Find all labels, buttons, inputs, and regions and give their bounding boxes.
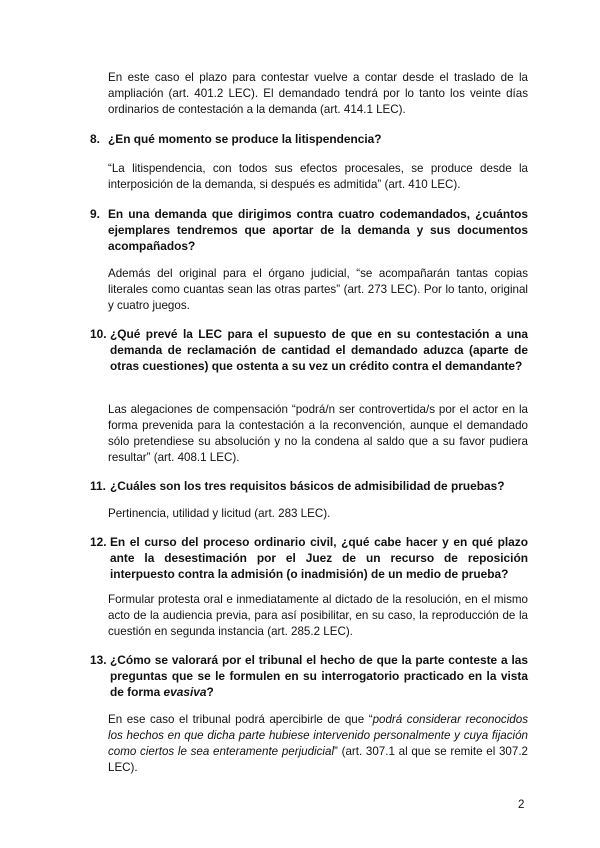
- question-text: ¿En qué momento se produce la litispendencia?: [108, 132, 382, 146]
- question-text-part: ¿Cómo se valorará por el tribunal el hecho de que la parte conteste a las preguntas que se le formulen en su interrogatorio practicado en la vista de forma: [110, 653, 528, 699]
- question-emphasis: evasiva: [163, 685, 207, 699]
- intro-paragraph: En este caso el plazo para contestar vuelve a contar desde el traslado de la ampliación (art. 401.2 LEC). El demandado tendrá por lo tanto los veinte días ordinarios de contestación a la demanda (art. 414.1 LEC).: [108, 71, 528, 116]
- question-number: 13.: [90, 653, 107, 667]
- answer-12: Formular protesta oral e inmediatamente al dictado de la resolución, en el mismo acto de la audiencia previa, para así posibilitar, en su caso, la reproducción de la cuestión en segunda instancia (art. 285.2 LEC).: [108, 593, 528, 638]
- question-8: [90, 131, 528, 147]
- question-10: [90, 326, 528, 374]
- question-11: [90, 478, 528, 494]
- answer-9: Además del original para el órgano judicial, “se acompañarán tantas copias literales como cuantas sean las otras partes” (art. 273 LEC). Por lo tanto, original y cuatro juegos.: [108, 267, 528, 312]
- answer-11: Pertinencia, utilidad y licitud (art. 283 LEC).: [108, 507, 331, 520]
- question-12: [90, 534, 528, 582]
- question-text: [90, 652, 528, 700]
- question-text-part: ?: [206, 685, 214, 699]
- answer-8: “La litispendencia, con todos sus efectos procesales, se produce desde la interposición de la demanda, si después es admitida” (art. 410 LEC).: [108, 162, 528, 191]
- question-text: En una demanda que dirigimos contra cuatro codemandados, ¿cuántos ejemplares tendremos que aportar de la demanda y sus documentos acompañados?: [108, 207, 528, 253]
- question-9: [90, 206, 528, 254]
- question-number: 9.: [90, 207, 100, 221]
- question-number: 8.: [90, 132, 100, 146]
- question-text: ¿Qué prevé la LEC para el supuesto de que en su contestación a una demanda de reclamación de cantidad el demandado aduzca (aparte de otras cuestiones) que ostenta a su vez un crédito contra el demandante?: [110, 327, 528, 373]
- page-number: 2: [518, 798, 525, 811]
- answer-10: Las alegaciones de compensación “podrá/n ser controvertida/s por el actor en la forma prevenida para la contestación a la reconvención, aunque el demandado sólo pretendiese su absolución y no la condena al saldo que a su favor pudiera resultar” (art. 408.1 LEC).: [108, 403, 528, 464]
- answer-quote-italic: podrá considerar reconocidos los hechos en que dicha parte hubiese intervenido personalmente y cuya fijación como ciertos le sea enteramente perjudicial: [108, 713, 528, 758]
- question-number: 11.: [90, 479, 106, 493]
- question-text: ¿Cuáles son los tres requisitos básicos de admisibilidad de pruebas?: [110, 479, 505, 493]
- question-13: [90, 652, 528, 700]
- answer-text-part: ” (art. 307.1 al que se remite el 307.2 LEC).: [108, 745, 528, 774]
- question-number: 10.: [90, 327, 107, 341]
- question-number: 12.: [90, 535, 107, 549]
- answer-text-part: En ese caso el tribunal podrá apercibirle de que “: [108, 713, 373, 726]
- answer-13: [108, 712, 528, 776]
- question-text: En el curso del proceso ordinario civil, ¿qué cabe hacer y en qué plazo ante la desestimación por el Juez de un recurso de reposición interpuesto contra la admisión (o inadmisión) de un medio de prueba?: [110, 535, 528, 581]
